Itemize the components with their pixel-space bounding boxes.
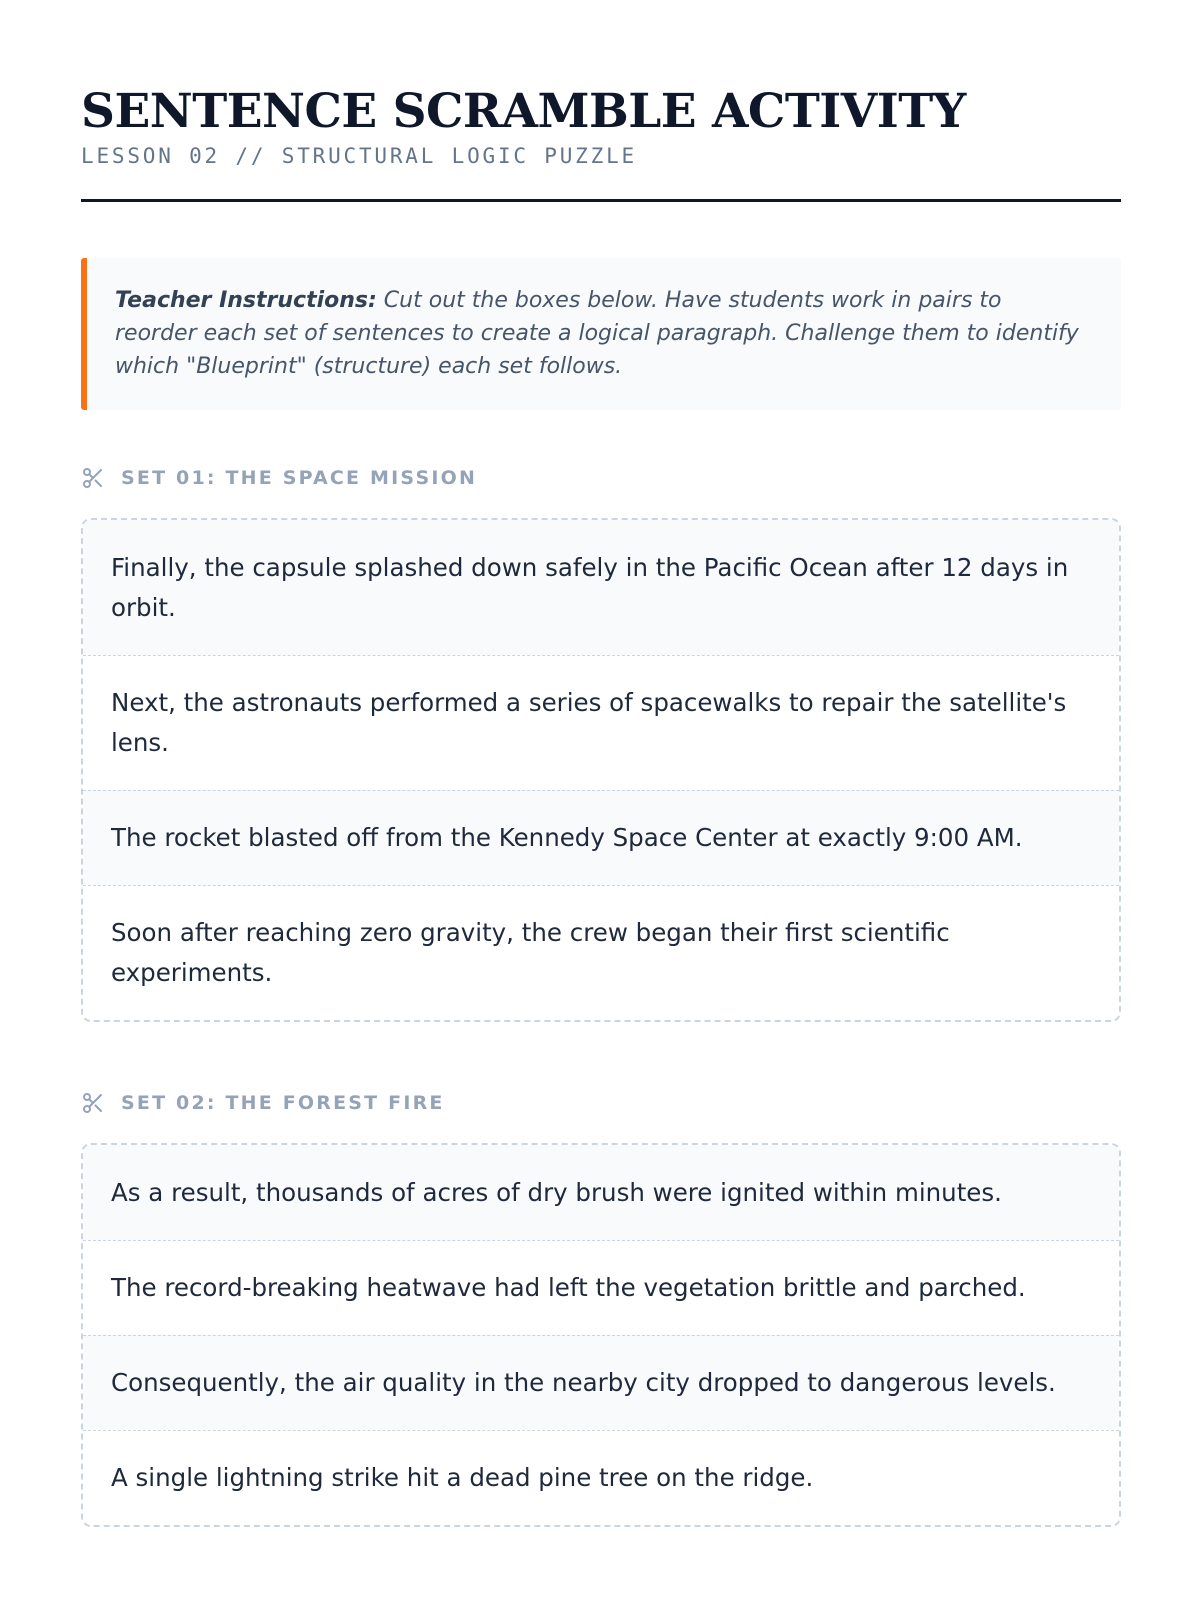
sentence-strip[interactable]: The rocket blasted off from the Kennedy Space Center at exactly 9:00 AM. — [83, 790, 1119, 885]
instructions-body: Cut out the boxes below. Have students work in pairs to reorder each set of sentences to create a logical paragraph. Challenge them to identify which "Blueprint" (structure) each set follows. — [115, 288, 1079, 379]
sentence-strip[interactable]: Finally, the capsule splashed down safely in the Pacific Ocean after 12 days in orbit. — [83, 520, 1119, 655]
sentence-strip[interactable]: Soon after reaching zero gravity, the crew began their first scientific experiments. — [83, 885, 1119, 1020]
set-label: SET 01: THE SPACE MISSION — [121, 467, 478, 489]
scissors-icon — [81, 466, 105, 490]
set-header-forest-fire — [81, 1090, 445, 1116]
page-subtitle: LESSON 02 // STRUCTURAL LOGIC PUZZLE — [81, 144, 637, 168]
teacher-instructions-box — [81, 258, 1121, 410]
set-header-space-mission — [81, 465, 477, 491]
set-label: SET 02: THE FOREST FIRE — [121, 1092, 445, 1114]
sentence-card-group-space-mission — [81, 518, 1121, 1022]
sentence-strip[interactable]: As a result, thousands of acres of dry brush were ignited within minutes. — [83, 1145, 1119, 1240]
sentence-strip[interactable]: Consequently, the air quality in the nearby city dropped to dangerous levels. — [83, 1335, 1119, 1430]
sentence-card-group-forest-fire — [81, 1143, 1121, 1527]
title-divider — [81, 199, 1121, 202]
page-title: SENTENCE SCRAMBLE ACTIVITY — [81, 84, 966, 139]
instructions-lead: Teacher Instructions: — [115, 288, 377, 313]
sentence-strip[interactable]: A single lightning strike hit a dead pine tree on the ridge. — [83, 1430, 1119, 1525]
sentence-strip[interactable]: Next, the astronauts performed a series of spacewalks to repair the satellite's lens. — [83, 655, 1119, 790]
scissors-icon — [81, 1091, 105, 1115]
sentence-strip[interactable]: The record-breaking heatwave had left the vegetation brittle and parched. — [83, 1240, 1119, 1335]
